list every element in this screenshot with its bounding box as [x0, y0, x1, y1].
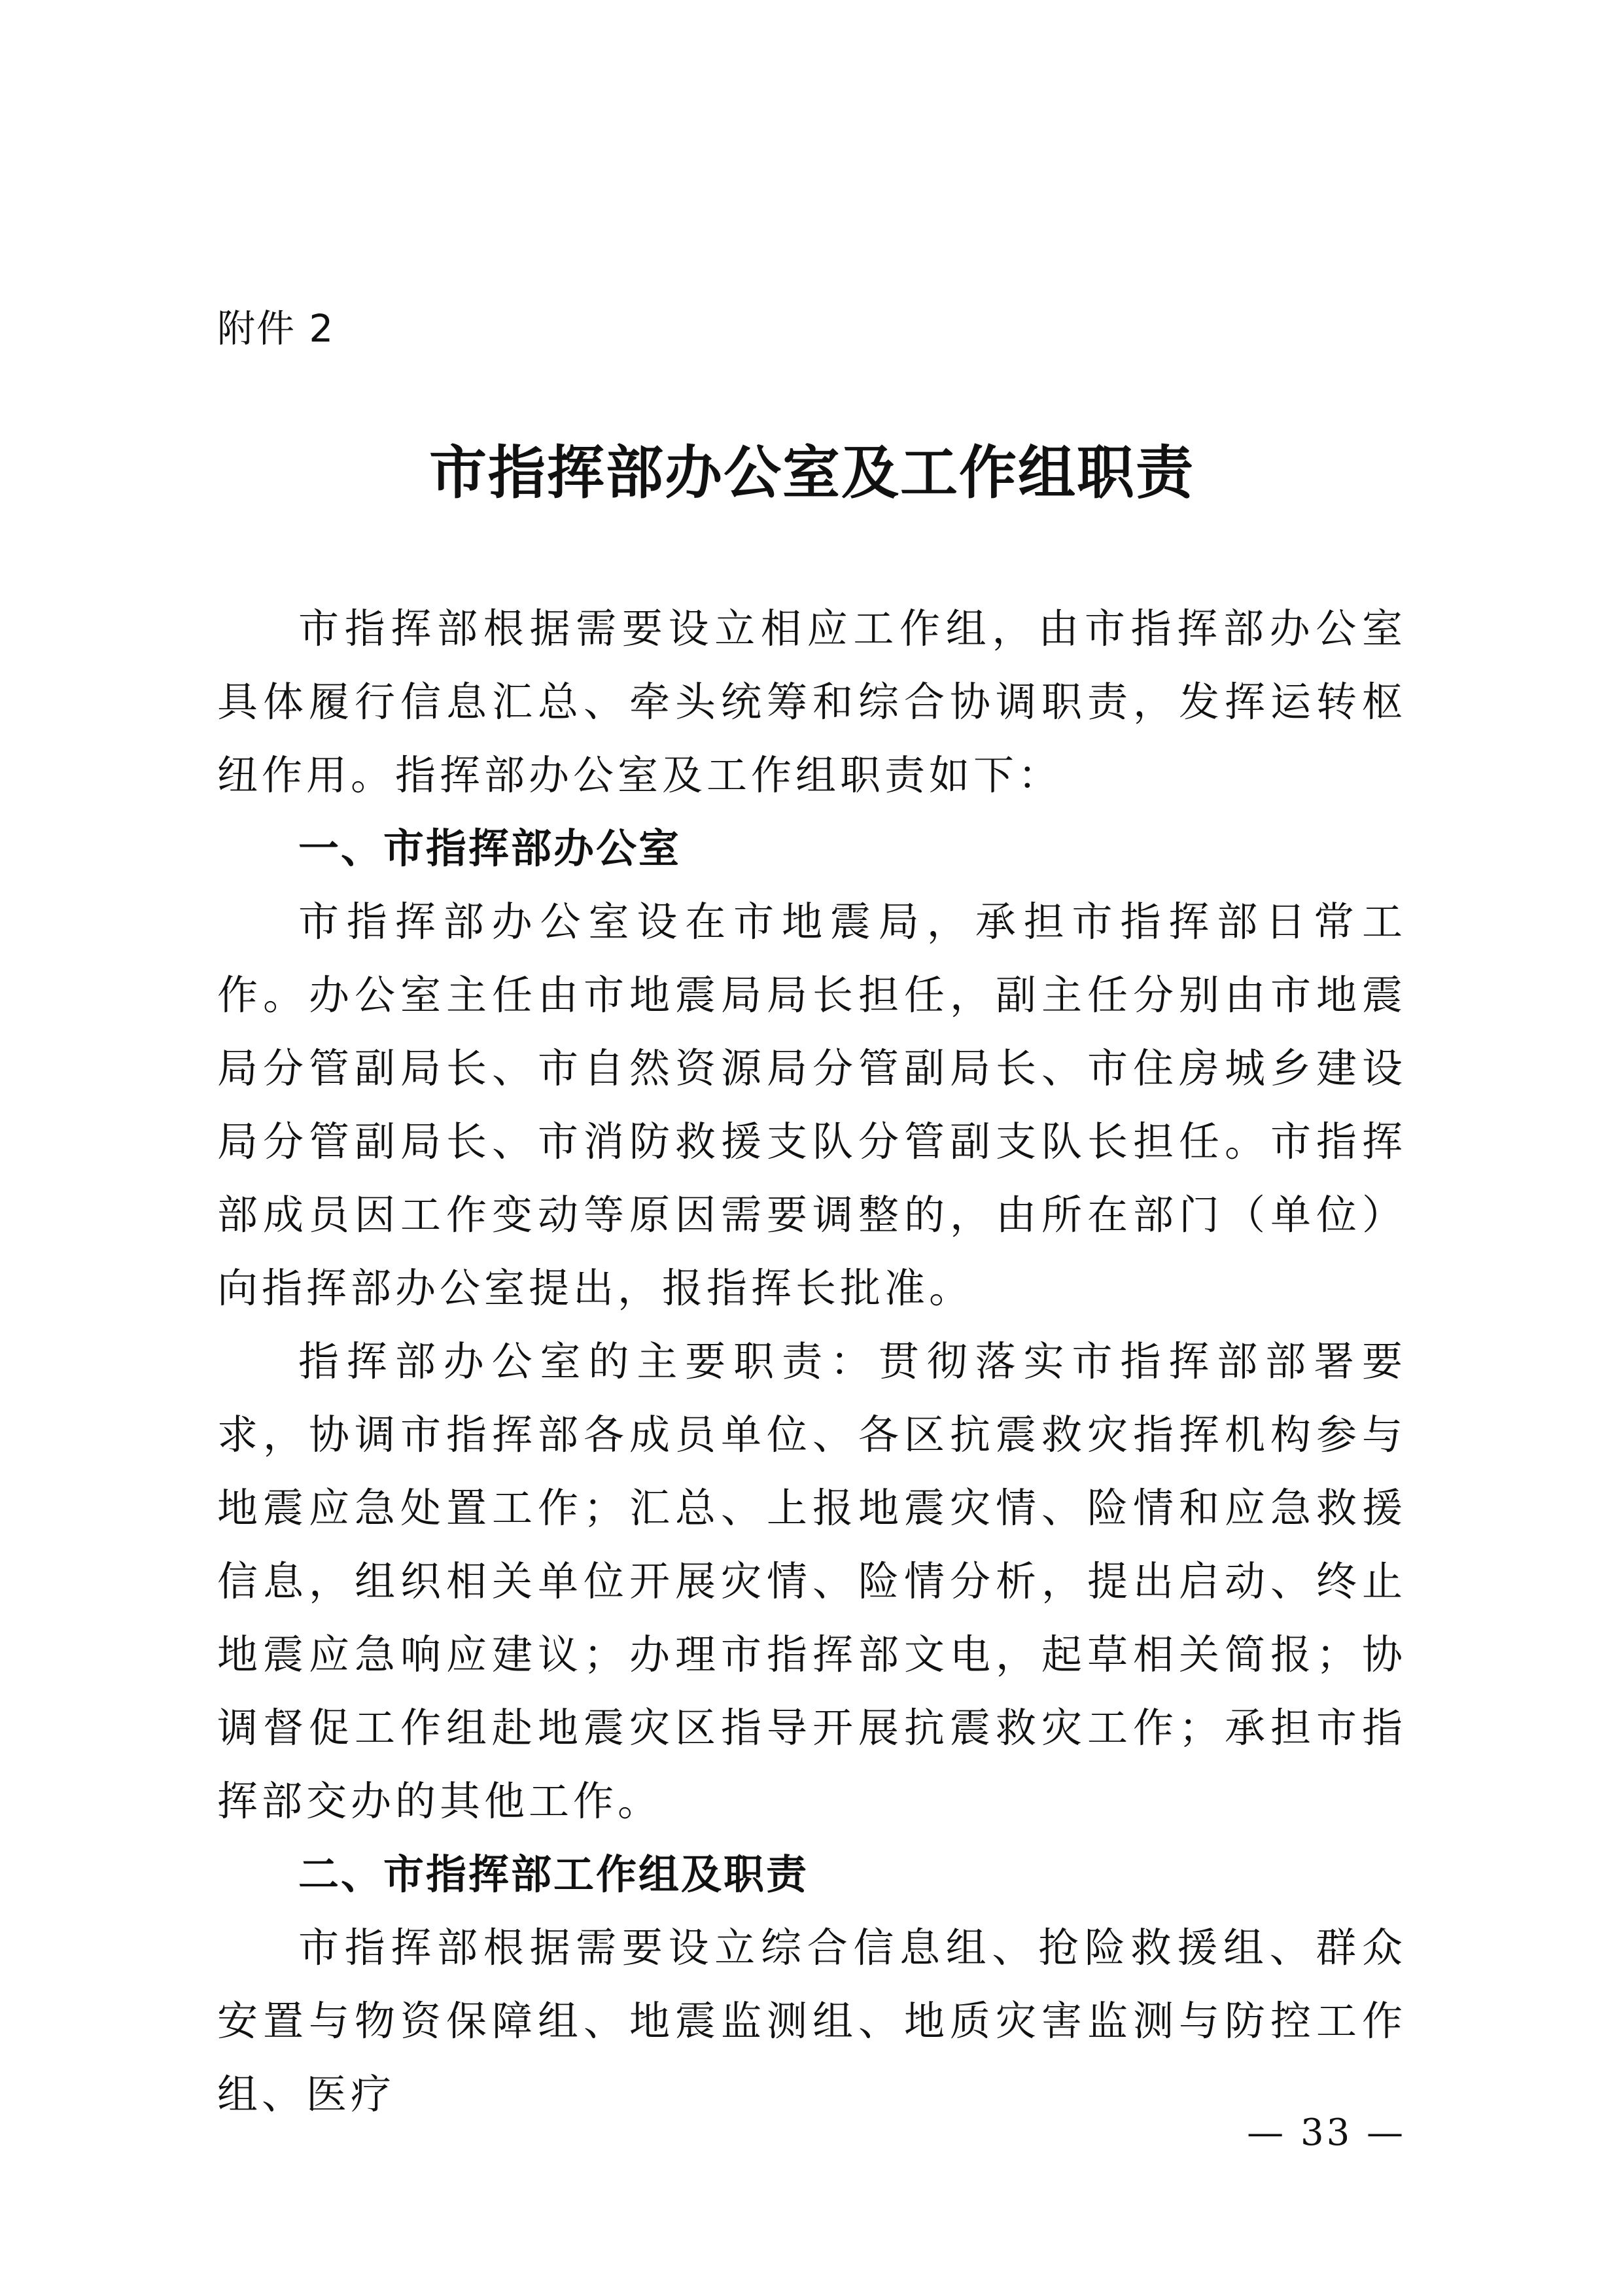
- working-groups-paragraph: 市指挥部根据需要设立综合信息组、抢险救援组、群众安置与物资保障组、地震监测组、地质灾害监测与防控工作组、医疗: [217, 1924, 1406, 2118]
- office-paragraph-composition: 市指挥部办公室设在市地震局，承担市指挥部日常工作。办公室主任由市地震局局长担任，副主任分别由市地震局分管副局长、市自然资源局分管副局长、市住房城乡建设局分管副局长、市消防救援支队分管副支队长担任。市指挥部成员因工作变动等原因需要调整的，由所在部门（单位）向指挥部办公室提出，报指挥长批准。: [217, 898, 1406, 1312]
- section-heading-working-groups: 二、市指挥部工作组及职责: [298, 1850, 809, 1898]
- intro-paragraph: 市指挥部根据需要设立相应工作组，由市指挥部办公室具体履行信息汇总、牵头统筹和综合协调职责，发挥运转枢纽作用。指挥部办公室及工作组职责如下：: [217, 605, 1406, 799]
- office-paragraph-duties: 指挥部办公室的主要职责：贯彻落实市指挥部部署要求，协调市指挥部各成员单位、各区抗震救灾指挥机构参与地震应急处置工作；汇总、上报地震灾情、险情和应急救援信息，组织相关单位开展灾情、险情分析，提出启动、终止地震应急响应建议；办理市指挥部文电，起草相关简报；协调督促工作组赴地震灾区指导开展抗震救灾工作；承担市指挥部交办的其他工作。: [217, 1337, 1406, 1825]
- document-body: [217, 592, 1406, 2131]
- page-number: — 33 —: [1247, 2111, 1406, 2154]
- attachment-label: 附件 2: [217, 306, 335, 351]
- section-heading-office: 一、市指挥部办公室: [298, 824, 682, 872]
- document-title: 市指挥部办公室及工作组职责: [428, 438, 1195, 506]
